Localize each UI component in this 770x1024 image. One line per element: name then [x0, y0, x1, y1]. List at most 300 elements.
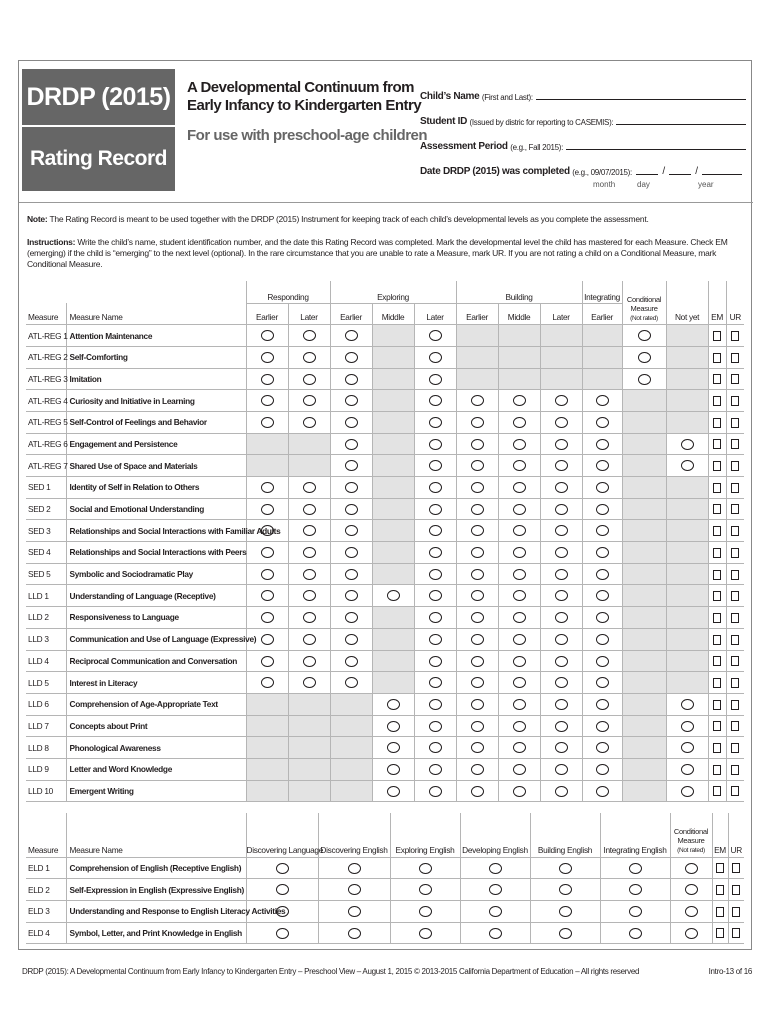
rating-circle[interactable] — [414, 477, 456, 499]
rating-circle[interactable] — [498, 672, 540, 694]
assessment-period-field[interactable] — [420, 127, 746, 152]
rating-circle[interactable] — [582, 477, 622, 499]
rating-circle[interactable] — [330, 563, 372, 585]
em-checkbox[interactable] — [708, 758, 726, 780]
ur-checkbox[interactable] — [726, 585, 744, 607]
ur-checkbox[interactable] — [728, 879, 744, 901]
rating-circle[interactable] — [540, 585, 582, 607]
rating-circle[interactable] — [246, 368, 288, 390]
shaded-cell — [372, 346, 414, 368]
measure-name: Self-Comforting — [66, 346, 246, 368]
rating-circle[interactable] — [582, 693, 622, 715]
em-checkbox[interactable] — [708, 780, 726, 802]
rating-circle[interactable] — [582, 390, 622, 412]
em-checkbox[interactable] — [712, 879, 728, 901]
rating-circle[interactable] — [414, 672, 456, 694]
em-checkbox[interactable] — [708, 628, 726, 650]
rating-circle[interactable] — [540, 650, 582, 672]
shaded-cell — [622, 672, 666, 694]
ur-checkbox[interactable] — [726, 368, 744, 390]
rating-circle[interactable] — [246, 857, 318, 879]
ur-checkbox[interactable] — [726, 498, 744, 520]
measure-name: Relationships and Social Interactions with Peers — [66, 542, 246, 564]
rating-circle[interactable] — [498, 628, 540, 650]
em-checkbox[interactable] — [708, 455, 726, 477]
rating-circle[interactable] — [246, 563, 288, 585]
rating-circle[interactable] — [498, 585, 540, 607]
ur-checkbox[interactable] — [726, 650, 744, 672]
rating-circle[interactable] — [582, 607, 622, 629]
rating-circle[interactable] — [330, 650, 372, 672]
rating-circle[interactable] — [460, 879, 530, 901]
rating-circle[interactable] — [330, 607, 372, 629]
rating-circle[interactable] — [414, 433, 456, 455]
rating-circle[interactable] — [288, 672, 330, 694]
rating-circle[interactable] — [540, 715, 582, 737]
shaded-cell — [372, 563, 414, 585]
rating-circle[interactable] — [582, 411, 622, 433]
rating-circle[interactable] — [318, 922, 390, 944]
table-row — [26, 433, 744, 455]
rating-circle[interactable] — [372, 585, 414, 607]
rating-circle[interactable] — [540, 455, 582, 477]
rating-circle[interactable] — [330, 477, 372, 499]
rating-circle[interactable] — [414, 390, 456, 412]
rating-circle[interactable] — [540, 411, 582, 433]
em-checkbox[interactable] — [708, 346, 726, 368]
rating-circle[interactable] — [498, 715, 540, 737]
rating-circle[interactable] — [540, 563, 582, 585]
ur-checkbox[interactable] — [726, 628, 744, 650]
rating-circle[interactable] — [456, 520, 498, 542]
group-responding: Responding — [246, 281, 330, 303]
rating-circle[interactable] — [456, 628, 498, 650]
rating-circle[interactable] — [330, 520, 372, 542]
rating-circle[interactable] — [540, 498, 582, 520]
rating-circle[interactable] — [372, 780, 414, 802]
rating-circle[interactable] — [498, 542, 540, 564]
not-yet-circle[interactable] — [666, 780, 708, 802]
rating-circle[interactable] — [456, 477, 498, 499]
rating-circle[interactable] — [456, 390, 498, 412]
em-checkbox[interactable] — [708, 737, 726, 759]
rating-circle[interactable] — [582, 737, 622, 759]
rating-circle[interactable] — [540, 758, 582, 780]
table-row — [26, 346, 744, 368]
rating-circle[interactable] — [288, 325, 330, 347]
rating-circle[interactable] — [246, 325, 288, 347]
col-integrating-english: Integrating English — [600, 813, 670, 857]
rating-circle[interactable] — [246, 672, 288, 694]
rating-circle[interactable] — [670, 900, 712, 922]
shaded-cell — [540, 325, 582, 347]
ur-checkbox[interactable] — [726, 411, 744, 433]
group-integrating: Integrating — [582, 281, 622, 303]
rating-circle[interactable] — [330, 542, 372, 564]
instructions — [27, 237, 747, 270]
year-line[interactable] — [702, 174, 742, 175]
ur-checkbox[interactable] — [726, 607, 744, 629]
rating-circle[interactable] — [582, 672, 622, 694]
rating-circle[interactable] — [246, 477, 288, 499]
rating-circle[interactable] — [670, 879, 712, 901]
rating-circle[interactable] — [246, 542, 288, 564]
rating-circle[interactable] — [582, 780, 622, 802]
ur-checkbox[interactable] — [728, 857, 744, 879]
ur-checkbox[interactable] — [728, 922, 744, 944]
table-row — [26, 780, 744, 802]
em-checkbox[interactable] — [708, 607, 726, 629]
ur-checkbox[interactable] — [726, 346, 744, 368]
rating-circle[interactable] — [318, 857, 390, 879]
rating-circle[interactable] — [330, 368, 372, 390]
measure-code: ATL-REG 2 — [26, 346, 66, 368]
rating-circle[interactable] — [456, 780, 498, 802]
shaded-cell — [666, 368, 708, 390]
rating-circle[interactable] — [390, 900, 460, 922]
table-row — [26, 922, 744, 944]
child-info-fields — [420, 77, 746, 177]
em-checkbox[interactable] — [708, 498, 726, 520]
measure-name-col: Measure Name — [66, 303, 246, 325]
rating-circle[interactable] — [456, 650, 498, 672]
ur-checkbox[interactable] — [726, 455, 744, 477]
rating-circle[interactable] — [582, 433, 622, 455]
rating-circle[interactable] — [288, 563, 330, 585]
rating-circle[interactable] — [582, 563, 622, 585]
em-checkbox[interactable] — [708, 433, 726, 455]
shaded-cell — [372, 520, 414, 542]
rating-circle[interactable] — [414, 542, 456, 564]
rating-circle[interactable] — [456, 542, 498, 564]
rating-circle[interactable] — [600, 879, 670, 901]
rating-circle[interactable] — [540, 390, 582, 412]
rating-circle[interactable] — [288, 520, 330, 542]
em-checkbox[interactable] — [708, 693, 726, 715]
em-checkbox[interactable] — [708, 650, 726, 672]
shaded-cell — [666, 346, 708, 368]
not-yet-circle[interactable] — [666, 758, 708, 780]
ur-checkbox[interactable] — [728, 900, 744, 922]
rating-circle[interactable] — [318, 879, 390, 901]
rating-circle[interactable] — [372, 693, 414, 715]
ur-checkbox[interactable] — [726, 780, 744, 802]
ur-checkbox[interactable] — [726, 758, 744, 780]
not-yet-circle[interactable] — [666, 693, 708, 715]
ur-checkbox[interactable] — [726, 693, 744, 715]
rating-circle[interactable] — [330, 585, 372, 607]
rating-circle[interactable] — [600, 900, 670, 922]
ur-checkbox[interactable] — [726, 325, 744, 347]
rating-circle[interactable] — [246, 607, 288, 629]
rating-circle[interactable] — [456, 715, 498, 737]
rating-circle[interactable] — [460, 857, 530, 879]
day-label: day — [637, 180, 650, 189]
rating-circle[interactable] — [246, 922, 318, 944]
rating-circle[interactable] — [456, 758, 498, 780]
rating-circle[interactable] — [414, 455, 456, 477]
rating-circle[interactable] — [330, 390, 372, 412]
rating-circle[interactable] — [540, 542, 582, 564]
rating-circle[interactable] — [582, 520, 622, 542]
rating-circle[interactable] — [372, 737, 414, 759]
rating-circle[interactable] — [456, 585, 498, 607]
rating-circle[interactable] — [498, 650, 540, 672]
rating-circle[interactable] — [414, 411, 456, 433]
rating-circle[interactable] — [414, 715, 456, 737]
rating-circle[interactable] — [414, 325, 456, 347]
em-checkbox[interactable] — [708, 542, 726, 564]
rating-circle[interactable] — [540, 693, 582, 715]
rating-circle[interactable] — [288, 368, 330, 390]
rating-circle[interactable] — [456, 607, 498, 629]
conditional-circle[interactable] — [622, 325, 666, 347]
rating-circle[interactable] — [540, 737, 582, 759]
rating-circle[interactable] — [246, 411, 288, 433]
rating-circle[interactable] — [414, 737, 456, 759]
ur-checkbox[interactable] — [726, 563, 744, 585]
view-subtitle: For use with preschool-age children — [187, 127, 428, 144]
rating-circle[interactable] — [456, 693, 498, 715]
rating-circle[interactable] — [414, 498, 456, 520]
measure-code: ATL-REG 1 — [26, 325, 66, 347]
col-integrating-earlier: Earlier — [582, 303, 622, 325]
em-checkbox[interactable] — [712, 922, 728, 944]
em-checkbox[interactable] — [708, 715, 726, 737]
rating-circle[interactable] — [288, 346, 330, 368]
conditional-circle[interactable] — [622, 346, 666, 368]
ur-checkbox[interactable] — [726, 542, 744, 564]
ur-checkbox[interactable] — [726, 672, 744, 694]
rating-circle[interactable] — [498, 758, 540, 780]
rating-circle[interactable] — [372, 715, 414, 737]
rating-circle[interactable] — [330, 346, 372, 368]
rating-circle[interactable] — [498, 411, 540, 433]
ur-checkbox[interactable] — [726, 737, 744, 759]
measure-code: ELD 2 — [26, 879, 66, 901]
student-id-line[interactable] — [616, 124, 746, 125]
rating-circle[interactable] — [390, 922, 460, 944]
rating-circle[interactable] — [582, 628, 622, 650]
rating-circle[interactable] — [288, 607, 330, 629]
em-checkbox[interactable] — [708, 325, 726, 347]
shaded-cell — [288, 693, 330, 715]
rating-circle[interactable] — [530, 922, 600, 944]
rating-circle[interactable] — [600, 857, 670, 879]
rating-circle[interactable] — [390, 879, 460, 901]
rating-circle[interactable] — [540, 433, 582, 455]
rating-circle[interactable] — [288, 628, 330, 650]
rating-circle[interactable] — [498, 498, 540, 520]
measure-name: Letter and Word Knowledge — [66, 758, 246, 780]
col-exploring-earlier: Earlier — [330, 303, 372, 325]
rating-circle[interactable] — [460, 900, 530, 922]
em-checkbox[interactable] — [712, 857, 728, 879]
em-checkbox[interactable] — [712, 900, 728, 922]
measure-code: ATL-REG 3 — [26, 368, 66, 390]
measure-name: Imitation — [66, 368, 246, 390]
ur-checkbox[interactable] — [726, 477, 744, 499]
col-discovering-language: Discovering Language — [246, 813, 318, 857]
measure-name: Phonological Awareness — [66, 737, 246, 759]
day-line[interactable] — [669, 174, 691, 175]
rating-circle[interactable] — [414, 563, 456, 585]
rating-circle[interactable] — [498, 737, 540, 759]
not-yet-circle[interactable] — [666, 455, 708, 477]
col-building-middle: Middle — [498, 303, 540, 325]
shaded-cell — [288, 433, 330, 455]
rating-circle[interactable] — [540, 520, 582, 542]
rating-circle[interactable] — [498, 780, 540, 802]
shaded-cell — [372, 390, 414, 412]
rating-circle[interactable] — [330, 455, 372, 477]
rating-circle[interactable] — [414, 780, 456, 802]
measure-name: Curiosity and Initiative in Learning — [66, 390, 246, 412]
rating-circle[interactable] — [530, 857, 600, 879]
conditional-circle[interactable] — [622, 368, 666, 390]
rating-circle[interactable] — [288, 498, 330, 520]
rating-circle[interactable] — [288, 390, 330, 412]
rating-circle[interactable] — [372, 758, 414, 780]
rating-circle[interactable] — [600, 922, 670, 944]
rating-circle[interactable] — [390, 857, 460, 879]
child-name-line[interactable] — [536, 99, 746, 100]
rating-circle[interactable] — [670, 922, 712, 944]
not-yet-circle[interactable] — [666, 433, 708, 455]
rating-circle[interactable] — [288, 650, 330, 672]
not-yet-circle[interactable] — [666, 737, 708, 759]
rating-circle[interactable] — [460, 922, 530, 944]
rating-circle[interactable] — [246, 585, 288, 607]
rating-circle[interactable] — [670, 857, 712, 879]
em-checkbox[interactable] — [708, 585, 726, 607]
rating-circle[interactable] — [530, 900, 600, 922]
rating-circle[interactable] — [288, 411, 330, 433]
rating-circle[interactable] — [530, 879, 600, 901]
rating-circle[interactable] — [414, 650, 456, 672]
rating-circle[interactable] — [288, 477, 330, 499]
rating-circle[interactable] — [318, 900, 390, 922]
shaded-cell — [622, 411, 666, 433]
student-id-field[interactable] — [420, 102, 746, 127]
rating-circle[interactable] — [582, 715, 622, 737]
shaded-cell — [246, 455, 288, 477]
rating-circle[interactable] — [456, 672, 498, 694]
rating-circle[interactable] — [582, 498, 622, 520]
student-id-hint: (Issued by distric for reporting to CASEMIS): — [469, 118, 614, 127]
em-checkbox[interactable] — [708, 390, 726, 412]
rating-circle[interactable] — [582, 542, 622, 564]
rating-circle[interactable] — [498, 607, 540, 629]
rating-circle[interactable] — [414, 520, 456, 542]
ur-checkbox[interactable] — [726, 520, 744, 542]
em-checkbox[interactable] — [708, 563, 726, 585]
rating-circle[interactable] — [498, 563, 540, 585]
rating-circle[interactable] — [456, 411, 498, 433]
rating-circle[interactable] — [246, 879, 318, 901]
rating-circle[interactable] — [498, 390, 540, 412]
rating-circle[interactable] — [498, 455, 540, 477]
period-line[interactable] — [566, 149, 746, 150]
rating-circle[interactable] — [540, 607, 582, 629]
ur-checkbox[interactable] — [726, 715, 744, 737]
rating-circle[interactable] — [456, 433, 498, 455]
rating-circle[interactable] — [288, 542, 330, 564]
rating-circle[interactable] — [456, 563, 498, 585]
rating-circle[interactable] — [582, 585, 622, 607]
rating-circle[interactable] — [540, 628, 582, 650]
rating-circle[interactable] — [498, 520, 540, 542]
rating-circle[interactable] — [540, 477, 582, 499]
measure-name: Shared Use of Space and Materials — [66, 455, 246, 477]
rating-circle[interactable] — [414, 628, 456, 650]
rating-circle[interactable] — [582, 455, 622, 477]
shaded-cell — [456, 346, 498, 368]
measure-name: Responsiveness to Language — [66, 607, 246, 629]
date-completed-field[interactable]: Date DRDP (2015) was completed (e.g., 09/07/2015): / / — [420, 152, 746, 177]
rating-circle[interactable] — [246, 390, 288, 412]
em-checkbox[interactable] — [708, 672, 726, 694]
footer-text: DRDP (2015): A Developmental Continuum from Early Infancy to Kindergarten Entry – Preschool View – August 1, 2015 © 2013-2015 California Department of Education – All rights reserved — [22, 967, 640, 976]
em-checkbox[interactable] — [708, 520, 726, 542]
shaded-cell — [622, 542, 666, 564]
em-checkbox[interactable] — [708, 477, 726, 499]
rating-circle[interactable] — [246, 498, 288, 520]
em-checkbox[interactable] — [708, 411, 726, 433]
rating-circle[interactable] — [330, 672, 372, 694]
rating-circle[interactable] — [414, 368, 456, 390]
rating-circle[interactable] — [414, 585, 456, 607]
shaded-cell — [622, 737, 666, 759]
month-line[interactable] — [636, 174, 658, 175]
child-name-field[interactable] — [420, 77, 746, 102]
rating-circle[interactable] — [456, 498, 498, 520]
rating-circle[interactable] — [582, 650, 622, 672]
shaded-cell — [622, 758, 666, 780]
rating-circle[interactable] — [330, 433, 372, 455]
rating-circle[interactable] — [498, 477, 540, 499]
rating-circle[interactable] — [498, 693, 540, 715]
rating-circle[interactable] — [246, 346, 288, 368]
rating-circle[interactable] — [414, 607, 456, 629]
ur-checkbox[interactable] — [726, 433, 744, 455]
measure-name: Comprehension of Age-Appropriate Text — [66, 693, 246, 715]
rating-circle[interactable] — [456, 737, 498, 759]
rating-circle[interactable] — [540, 780, 582, 802]
rating-circle[interactable] — [246, 650, 288, 672]
table-row — [26, 390, 744, 412]
rating-circle[interactable] — [330, 628, 372, 650]
rating-circle[interactable] — [330, 498, 372, 520]
rating-circle[interactable] — [414, 693, 456, 715]
em-checkbox[interactable] — [708, 368, 726, 390]
rating-circle[interactable] — [414, 758, 456, 780]
rating-circle[interactable] — [582, 758, 622, 780]
not-yet-circle[interactable] — [666, 715, 708, 737]
ur-checkbox[interactable] — [726, 390, 744, 412]
rating-circle[interactable] — [540, 672, 582, 694]
rating-circle[interactable] — [288, 585, 330, 607]
group-exploring: Exploring — [330, 281, 456, 303]
rating-circle[interactable] — [498, 433, 540, 455]
table-row — [26, 737, 744, 759]
shaded-cell — [622, 455, 666, 477]
rating-circle[interactable] — [456, 455, 498, 477]
rating-circle[interactable] — [330, 325, 372, 347]
col-responding-later: Later — [288, 303, 330, 325]
rating-circle[interactable] — [330, 411, 372, 433]
rating-circle[interactable] — [414, 346, 456, 368]
